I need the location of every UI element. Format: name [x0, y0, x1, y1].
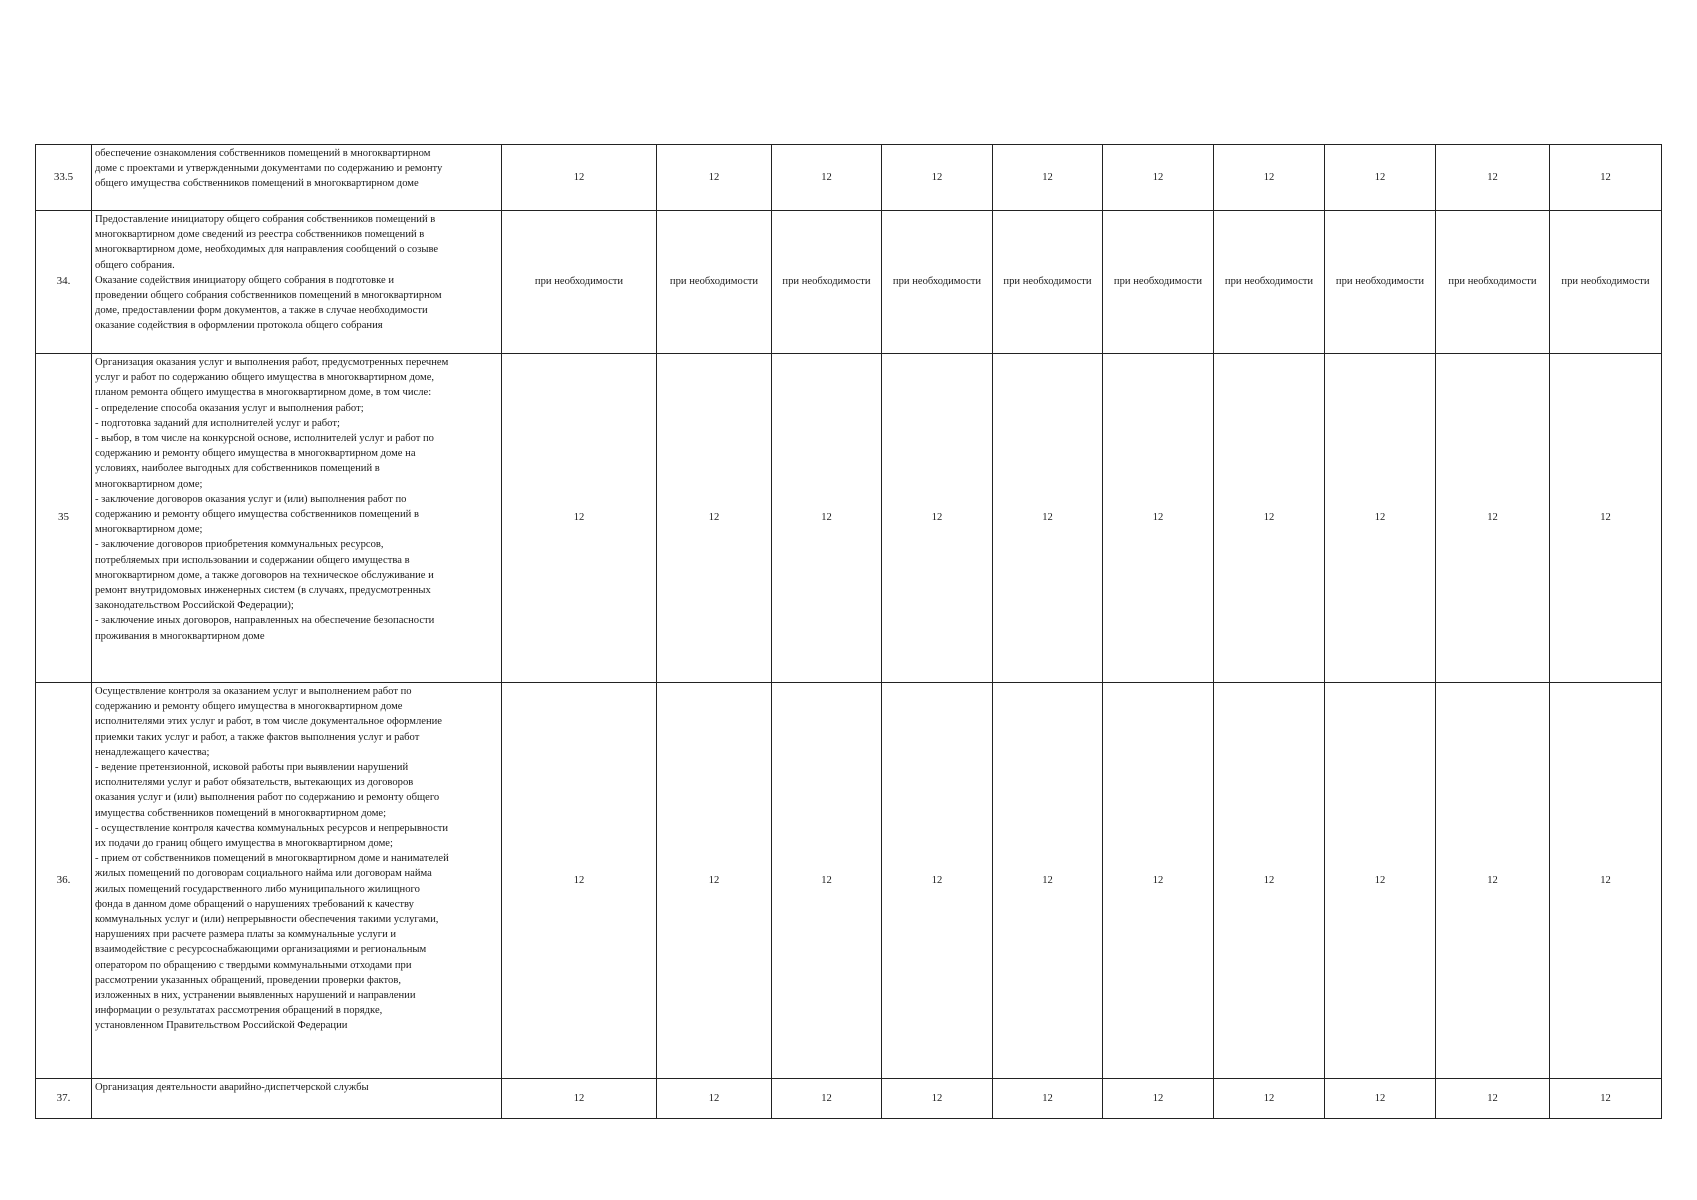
value-cell: при необходимости: [993, 211, 1103, 354]
value-cell: 12: [1436, 683, 1550, 1079]
value-cell: 12: [502, 354, 657, 683]
row-description: обеспечение ознакомления собственников помещений в многоквартирном доме с проектами и утвержденными документами по содержанию и ремонту общего имущества собственников помещений в многоквартирном доме: [92, 145, 502, 211]
value-cell: 12: [1103, 145, 1214, 211]
value-cell: 12: [1214, 354, 1325, 683]
value-cell: 12: [1436, 145, 1550, 211]
value-cell: 12: [993, 354, 1103, 683]
value-cell: при необходимости: [1550, 211, 1662, 354]
value-cell: 12: [1214, 683, 1325, 1079]
value-cell: 12: [1436, 1079, 1550, 1119]
value-cell: 12: [657, 1079, 772, 1119]
value-cell: 12: [1325, 145, 1436, 211]
table-row: [36, 1079, 1662, 1119]
value-cell: 12: [1214, 1079, 1325, 1119]
row-description: Организация деятельности аварийно-диспетчерской службы: [92, 1079, 502, 1119]
value-cell: 12: [1550, 354, 1662, 683]
row-number: 35: [36, 354, 92, 683]
value-cell: 12: [1325, 1079, 1436, 1119]
value-cell: 12: [772, 145, 882, 211]
table-row: [36, 145, 1662, 211]
value-cell: при необходимости: [882, 211, 993, 354]
value-cell: 12: [882, 145, 993, 211]
value-cell: 12: [882, 683, 993, 1079]
value-cell: 12: [772, 354, 882, 683]
row-number: 36.: [36, 683, 92, 1079]
value-cell: 12: [1436, 354, 1550, 683]
value-cell: 12: [1325, 354, 1436, 683]
value-cell: 12: [1550, 1079, 1662, 1119]
value-cell: при необходимости: [1214, 211, 1325, 354]
row-number: 37.: [36, 1079, 92, 1119]
row-description: Предоставление инициатору общего собрания собственников помещений в многоквартирном доме сведений из реестра собственников помещений в многоквартирном доме, необходимых для направления сообщений о созыве общего собрания. Оказание содействия инициатору общего собрания в подготовке и проведении общего собрания собственников помещений в многоквартирном доме, предоставлении форм документов, а также в случае необходимости оказание содействия в оформлении протокола общего собрания: [92, 211, 502, 354]
value-cell: 12: [1550, 145, 1662, 211]
table-row: [36, 211, 1662, 354]
row-number: 34.: [36, 211, 92, 354]
value-cell: 12: [993, 683, 1103, 1079]
value-cell: 12: [502, 1079, 657, 1119]
value-cell: 12: [1103, 1079, 1214, 1119]
services-table: [35, 144, 1662, 1119]
value-cell: 12: [772, 1079, 882, 1119]
value-cell: 12: [502, 145, 657, 211]
value-cell: при необходимости: [1103, 211, 1214, 354]
value-cell: 12: [657, 683, 772, 1079]
table-row: [36, 354, 1662, 683]
value-cell: 12: [772, 683, 882, 1079]
value-cell: при необходимости: [772, 211, 882, 354]
value-cell: 12: [882, 354, 993, 683]
value-cell: 12: [993, 1079, 1103, 1119]
value-cell: 12: [882, 1079, 993, 1119]
row-description: Осуществление контроля за оказанием услуг и выполнением работ по содержанию и ремонту общего имущества в многоквартирном доме исполнителями этих услуг и работ, в том числе документальное оформление приемки таких услуг и работ, а также фактов выполнения услуг и работ ненадлежащего качества; - ведение претензионной, исковой работы при выявлении нарушений исполнителями услуг и работ обязательств, вытекающих из договоров оказания услуг и (или) выполнения работ по содержанию и ремонту общего имущества собственников помещений в многоквартирном доме; - осуществление контроля качества коммунальных ресурсов и непрерывности их подачи до границ общего имущества в многоквартирном доме; - прием от собственников помещений в многоквартирном доме и нанимателей жилых помещений по договорам социального найма или договорам найма жилых помещений государственного либо муниципального жилищного фонда в данном доме обращений о нарушениях требований к качеству коммунальных услуг и (или) непрерывности обеспечения такими услугами, нарушениях при расчете размера платы за коммунальные услуги и взаимодействие с ресурсоснабжающими организациями и региональным оператором по обращению с твердыми коммунальными отходами при рассмотрении указанных обращений, проведении проверки фактов, изложенных в них, устранении выявленных нарушений и направлении информации о результатах рассмотрения обращений в порядке, установленном Правительством Российской Федерации: [92, 683, 502, 1079]
table-row: [36, 683, 1662, 1079]
row-number: 33.5: [36, 145, 92, 211]
value-cell: 12: [657, 145, 772, 211]
value-cell: 12: [1103, 683, 1214, 1079]
row-description: Организация оказания услуг и выполнения работ, предусмотренных перечнем услуг и работ по содержанию общего имущества в многоквартирном доме, планом ремонта общего имущества в многоквартирном доме, в том числе: - определение способа оказания услуг и выполнения работ; - подготовка заданий для исполнителей услуг и работ; - выбор, в том числе на конкурсной основе, исполнителей услуг и работ по содержанию и ремонту общего имущества в многоквартирном доме на условиях, наиболее выгодных для собственников помещений в многоквартирном доме; - заключение договоров оказания услуг и (или) выполнения работ по содержанию и ремонту общего имущества собственников помещений в многоквартирном доме; - заключение договоров приобретения коммунальных ресурсов, потребляемых при использовании и содержании общего имущества в многоквартирном доме, а также договоров на техническое обслуживание и ремонт внутридомовых инженерных систем (в случаях, предусмотренных законодательством Российской Федерации); - заключение иных договоров, направленных на обеспечение безопасности проживания в многоквартирном доме: [92, 354, 502, 683]
value-cell: при необходимости: [1436, 211, 1550, 354]
value-cell: 12: [502, 683, 657, 1079]
value-cell: при необходимости: [502, 211, 657, 354]
value-cell: 12: [1550, 683, 1662, 1079]
value-cell: 12: [1325, 683, 1436, 1079]
value-cell: 12: [657, 354, 772, 683]
value-cell: 12: [1103, 354, 1214, 683]
value-cell: 12: [993, 145, 1103, 211]
value-cell: при необходимости: [1325, 211, 1436, 354]
value-cell: 12: [1214, 145, 1325, 211]
value-cell: при необходимости: [657, 211, 772, 354]
